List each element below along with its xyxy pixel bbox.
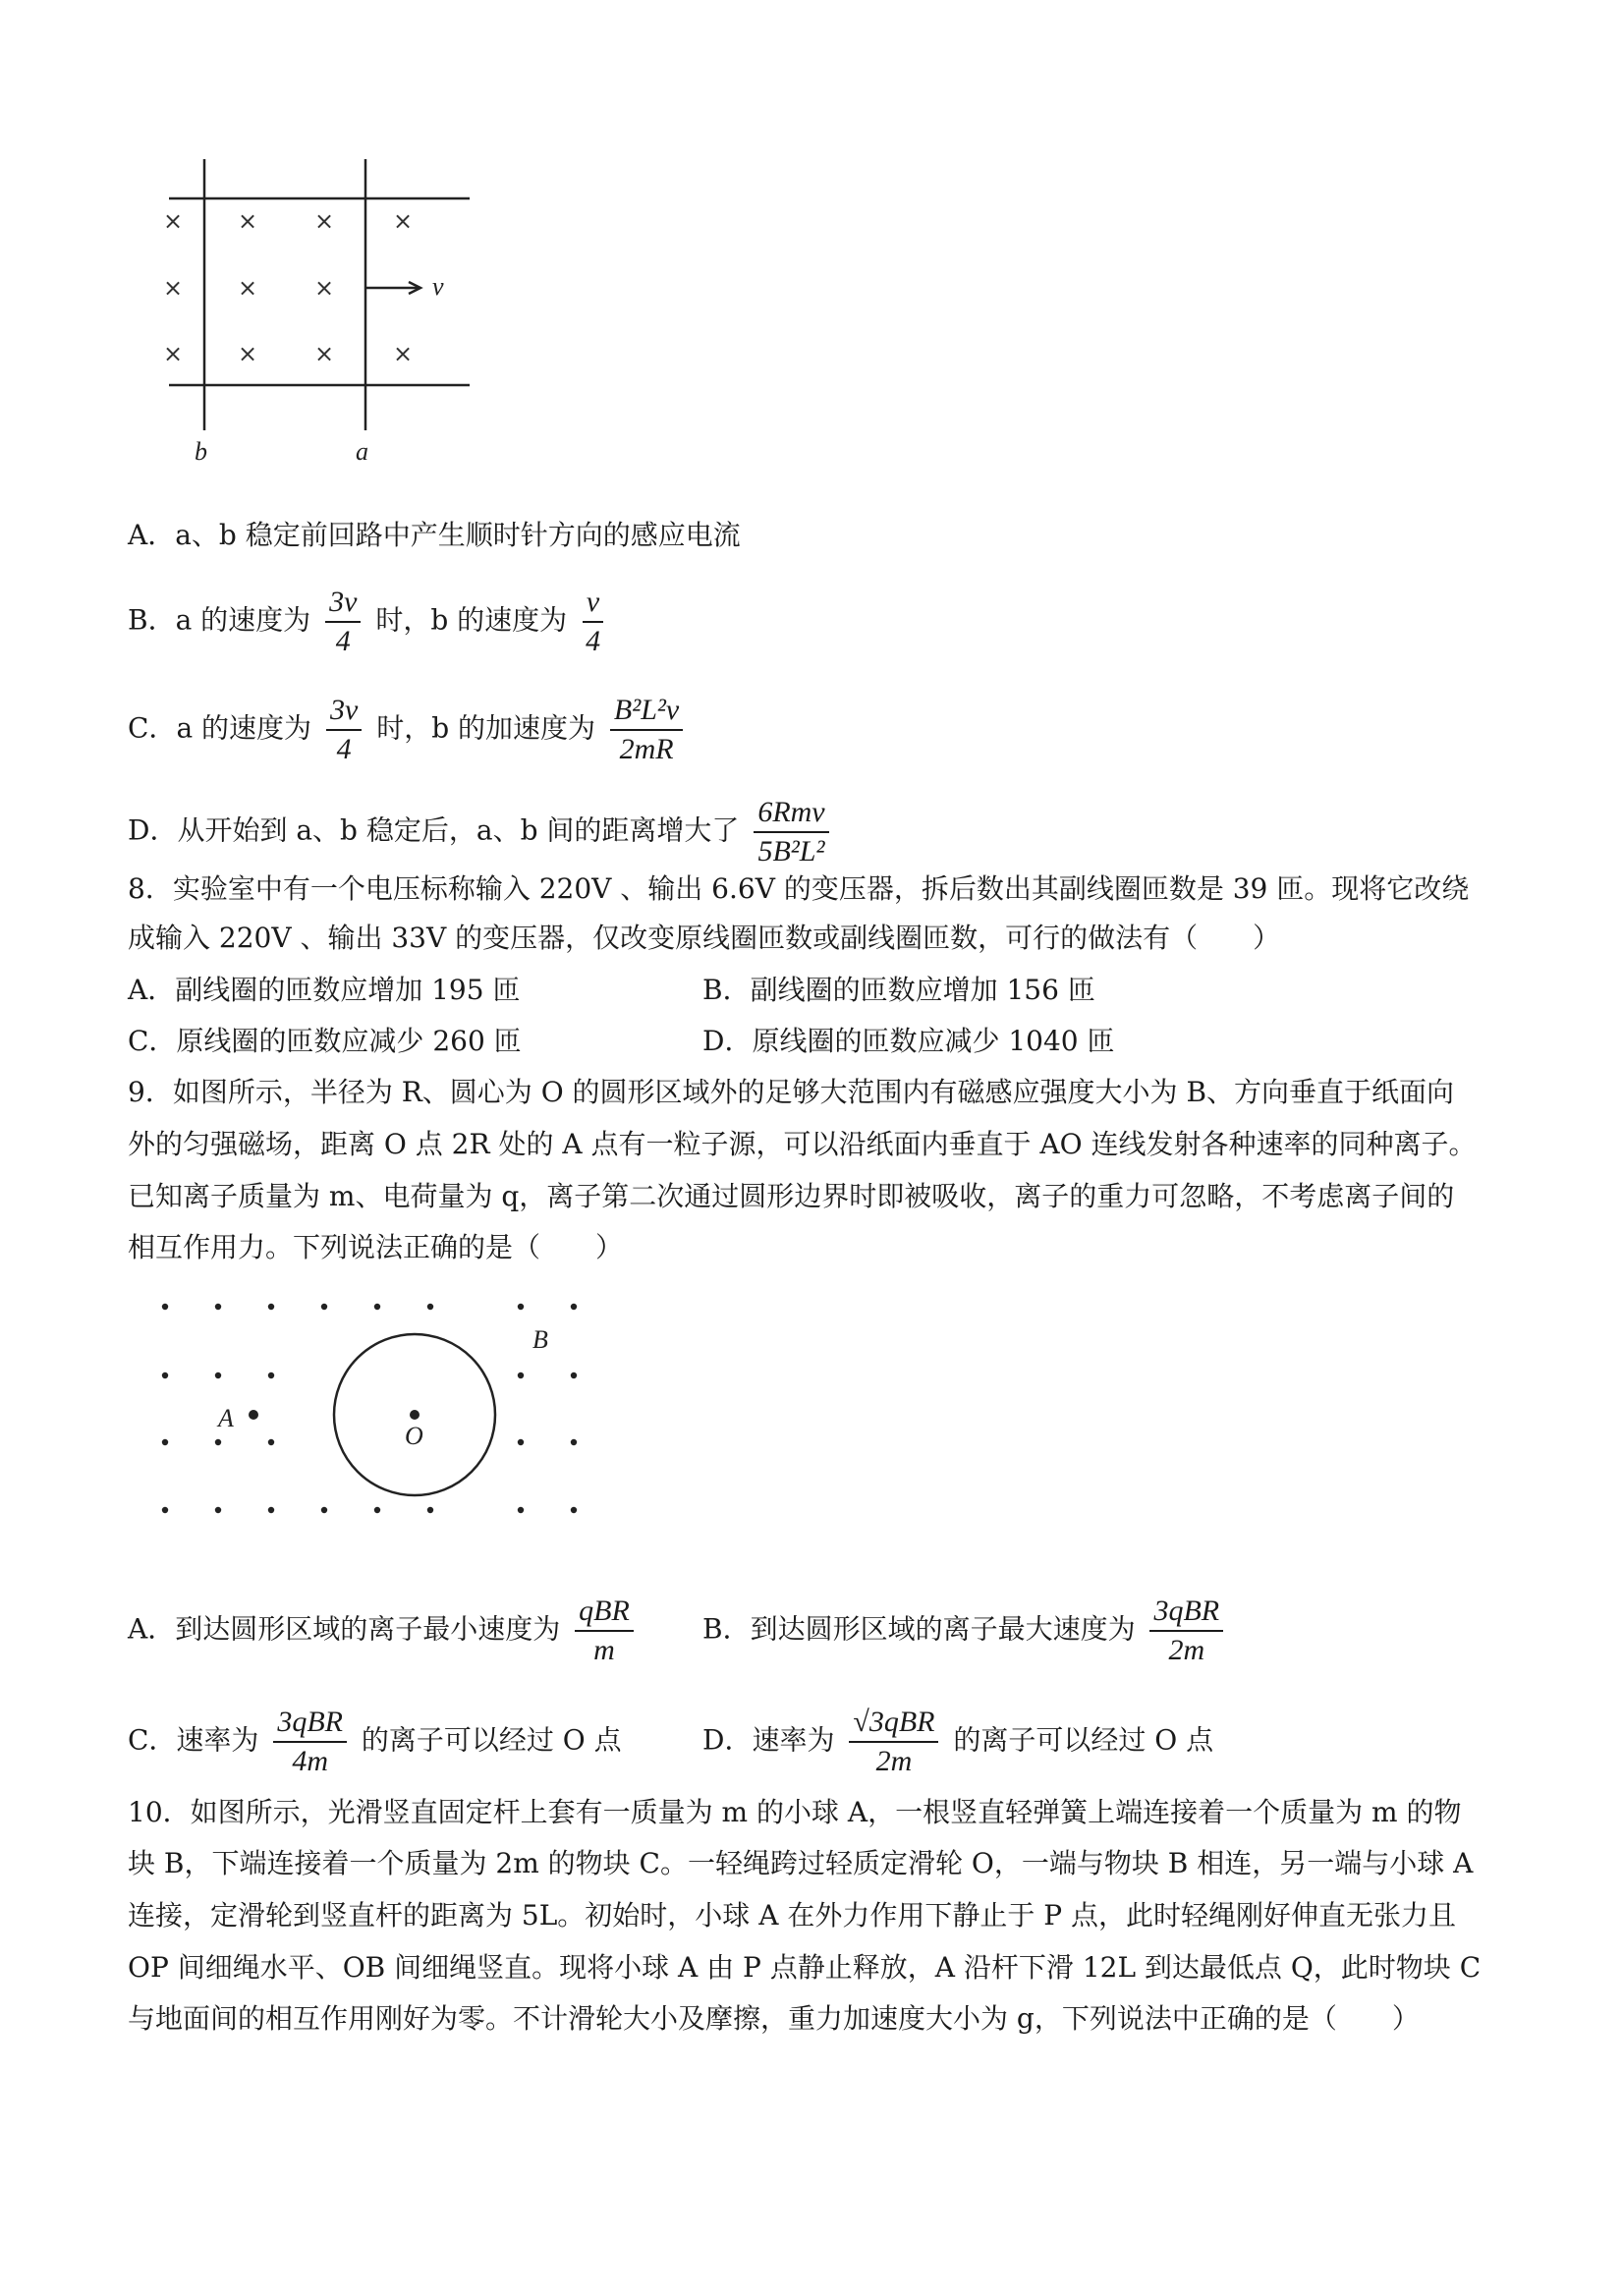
field-cross: × — [392, 207, 414, 235]
point-b-label: B — [532, 1325, 548, 1354]
field-cross: × — [237, 207, 258, 235]
fraction: $\frac{3v}{4}$ — [326, 696, 362, 764]
q9-option-d: D．速率为 $\frac{\text{√3qBR}}{2m}$ 的离子可以经过 O 点 — [702, 1706, 1214, 1777]
field-cross: × — [162, 340, 184, 367]
rod-a-label: a — [356, 437, 368, 466]
q8-option-b: B．副线圈的匝数应增加 156 匝 — [702, 974, 1095, 1006]
q8-option-d: D．原线圈的匝数应减少 1040 匝 — [702, 1025, 1115, 1057]
q10-stem-line-1: 10．如图所示，光滑竖直固定杆上套有一质量为 m 的小球 A，一根竖直轻弹簧上端连接着一个质量为 m 的物 — [128, 1796, 1462, 1828]
q8-option-a: A．副线圈的匝数应增加 195 匝 — [128, 974, 521, 1006]
q10-stem-line-4: OP 间细绳水平、OB 间细绳竖直。现将小球 A 由 P 点静止释放，A 沿杆下滑 12L 到达最低点 Q，此时物块 C — [128, 1951, 1482, 1984]
field-cross: × — [313, 274, 335, 302]
q7-option-a: A．a、b 稳定前回路中产生顺时针方向的感应电流 — [128, 519, 741, 551]
point-a-label: A — [218, 1404, 234, 1432]
fraction: $\frac{\text{√3qBR}}{2m}$ — [849, 1708, 938, 1776]
field-cross: × — [313, 207, 335, 235]
q8-stem-line-2: 成输入 220V 、输出 33V 的变压器，仅改变原线圈匝数或副线圈匝数，可行的做法有（ ） — [128, 922, 1281, 954]
q9-option-a: A．到达圆形区域的离子最小速度为 $\frac{\text{qBR}}{m}$ — [128, 1596, 640, 1665]
point-o-label: O — [405, 1422, 423, 1450]
figure-circular-field — [147, 1297, 589, 1523]
fraction: $\frac{v}{4}$ — [582, 588, 604, 656]
fraction: $\frac{\text{B²L²v}}{2mR}$ — [610, 696, 683, 764]
field-cross: × — [392, 340, 414, 367]
field-cross: × — [162, 207, 184, 235]
figure-rails-magnetic-field — [157, 147, 481, 472]
q9-option-b: B．到达圆形区域的离子最大速度为 $\frac{\text{3qBR}}{2m}$ — [702, 1596, 1229, 1665]
fraction: $\frac{3v}{4}$ — [325, 588, 361, 656]
q8-option-c: C．原线圈的匝数应减少 260 匝 — [128, 1025, 522, 1057]
q8-stem-line-1: 8．实验室中有一个电压标称输入 220V 、输出 6.6V 的变压器，拆后数出其副线圈匝数是 39 匝。现将它改绕 — [128, 872, 1470, 905]
fraction: $\frac{\text{qBR}}{m}$ — [575, 1596, 634, 1665]
q10-stem-line-5: 与地面间的相互作用刚好为零。不计滑轮大小及摩擦，重力加速度大小为 g，下列说法中正确的是（ ） — [128, 2002, 1420, 2035]
q9-stem-line-1: 9．如图所示，半径为 R、圆心为 O 的圆形区域外的足够大范围内有磁感应强度大小为 B、方向垂直于纸面向 — [128, 1076, 1455, 1108]
fraction: $\frac{\text{3qBR}}{4m}$ — [273, 1708, 347, 1776]
q10-stem-line-2: 块 B，下端连接着一个质量为 2m 的物块 C。一轻绳跨过轻质定滑轮 O，一端与物块 B 相连，另一端与小球 A — [128, 1847, 1474, 1879]
q10-stem-line-3: 连接，定滑轮到竖直杆的距离为 5L。初始时，小球 A 在外力作用下静止于 P 点，此时轻绳刚好伸直无张力且 — [128, 1899, 1456, 1932]
q9-stem-line-4: 相互作用力。下列说法正确的是（ ） — [128, 1231, 624, 1263]
q9-stem-line-2: 外的匀强磁场，距离 O 点 2R 处的 A 点有一粒子源，可以沿纸面内垂直于 AO 连线发射各种速率的同种离子。 — [128, 1128, 1477, 1160]
field-cross: × — [313, 340, 335, 367]
q9-option-c: C．速率为 $\frac{\text{3qBR}}{4m}$ 的离子可以经过 O 点 — [128, 1706, 622, 1777]
field-cross: × — [237, 274, 258, 302]
field-cross: × — [162, 274, 184, 302]
q7-option-c: C．a 的速度为 $\frac{3v}{4}$ 时，b 的加速度为 $\frac{\text{B²L²v}}{2mR}$ — [128, 696, 689, 764]
fraction: $\frac{\text{6Rmv}}{\text{5B²L²}}$ — [754, 798, 828, 867]
rod-b-label: b — [195, 437, 207, 466]
q9-stem-line-3: 已知离子质量为 m、电荷量为 q，离子第二次通过圆形边界时即被吸收，离子的重力可忽略，不考虑离子间的 — [128, 1180, 1455, 1212]
q7-option-b: B．a 的速度为 $\frac{3v}{4}$ 时，b 的速度为 $\frac{v}{4}$ — [128, 588, 610, 656]
fraction: $\frac{\text{3qBR}}{2m}$ — [1149, 1596, 1223, 1665]
q7-option-d: D．从开始到 a、b 稳定后，a、b 间的距离增大了 $\frac{\text{6Rmv}}{\text{5B²L²}}$ — [128, 798, 835, 867]
field-cross: × — [237, 340, 258, 367]
velocity-label: v — [432, 272, 444, 301]
